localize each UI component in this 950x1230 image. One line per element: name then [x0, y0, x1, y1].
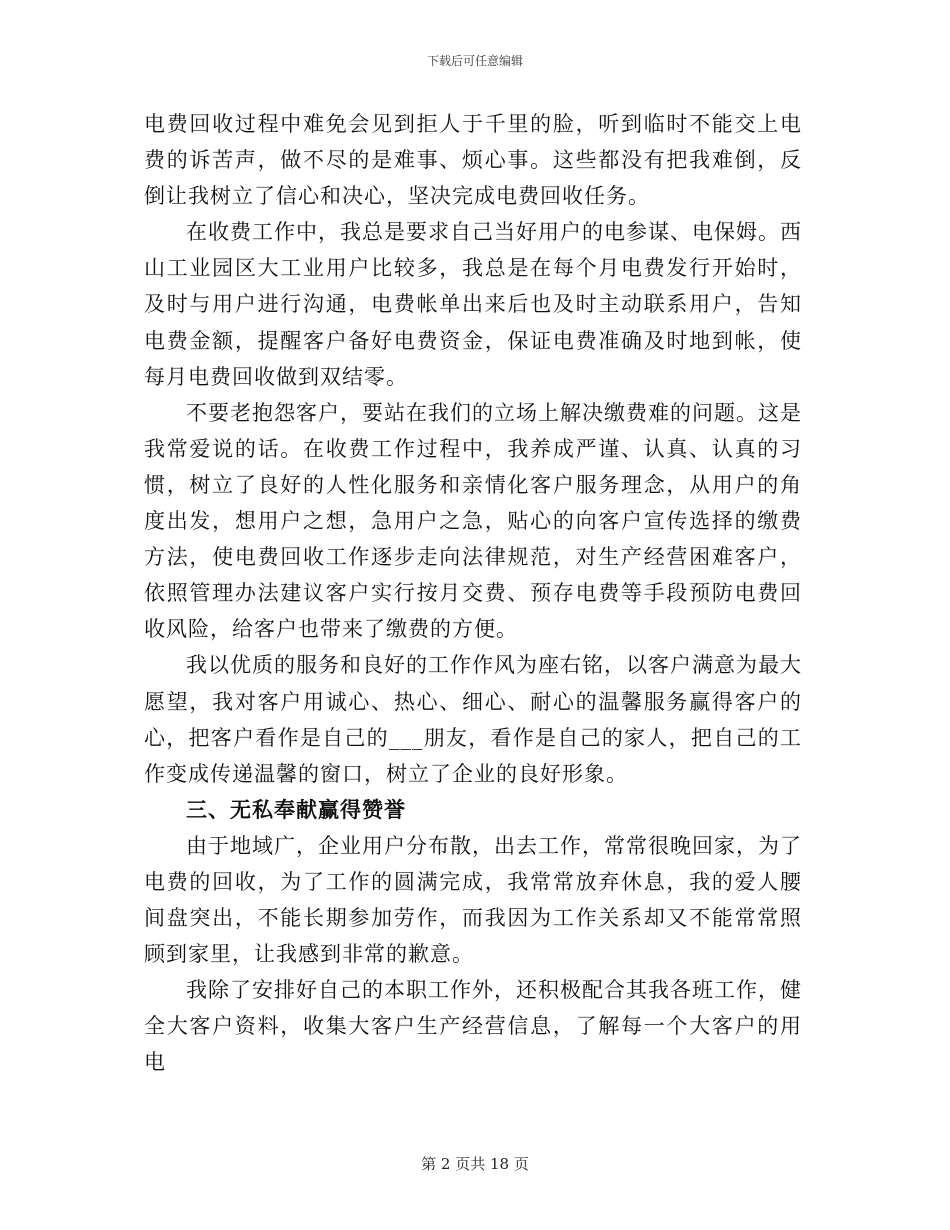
paragraph-dedication: 由于地域广，企业用户分布散，出去工作，常常很晚回家，为了电费的回收，为了工作的圆满完成，我常常放弃休息，我的爱人腰间盘突出，不能长期参加劳作，而我因为工作关系却又不能常常照顾到家里，让我感到非常的歉意。 — [144, 833, 802, 967]
paragraph-billing-service: 在收费工作中，我总是要求自己当好用户的电参谋、电保姆。西山工业园区大工业用户比较多，我总是在每个月电费发行开始时，及时与用户进行沟通，电费帐单出来后也及时主动联系用户，告知电费金额，提醒客户备好电费资金，保证电费准确及时地到帐，使每月电费回收做到双结零。 — [144, 220, 802, 389]
section-heading-3: 三、无私奉献赢得赞誉 — [186, 796, 406, 822]
document-body — [144, 106, 802, 1081]
paragraph-cooperation: 我除了安排好自己的本职工作外，还积极配合其我各班工作，健全大客户资料，收集大客户生产经营信息，了解每一个大客户的用电 — [144, 978, 802, 1075]
paragraph-customer-attitude: 不要老抱怨客户，要站在我们的立场上解决缴费难的问题。这是我常爱说的话。在收费工作过程中，我养成严谨、认真、认真的习惯，树立了良好的人性化服务和亲情化客户服务理念，从用户的角度出发，想用户之想，急用户之急，贴心的向客户宣传选择的缴费方法，使电费回收工作逐步走向法律规范，对生产经营困难客户，依照管理办法建议客户实行按月交费、预存电费等手段预防电费回收风险，给客户也带来了缴费的方便。 — [144, 400, 802, 642]
paragraph-service-motto: 我以优质的服务和良好的工作作风为座右铭，以客户满意为最大愿望，我对客户用诚心、热心、细心、耐心的温馨服务赢得客户的心，把客户看作是自己的___朋友，看作是自己的家人，把自己的工作变成传递温馨的窗口，树立了企业的良好形象。 — [144, 653, 802, 786]
paragraph-continuation: 电费回收过程中难免会见到拒人于千里的脸，听到临时不能交上电费的诉苦声，做不尽的是难事、烦心事。这些都没有把我难倒，反倒让我树立了信心和决心，坚决完成电费回收任务。 — [144, 112, 802, 209]
page-number: 第 2 页共 18 页 — [421, 1155, 529, 1173]
page-header: 下载后可任意编辑 — [426, 54, 523, 68]
